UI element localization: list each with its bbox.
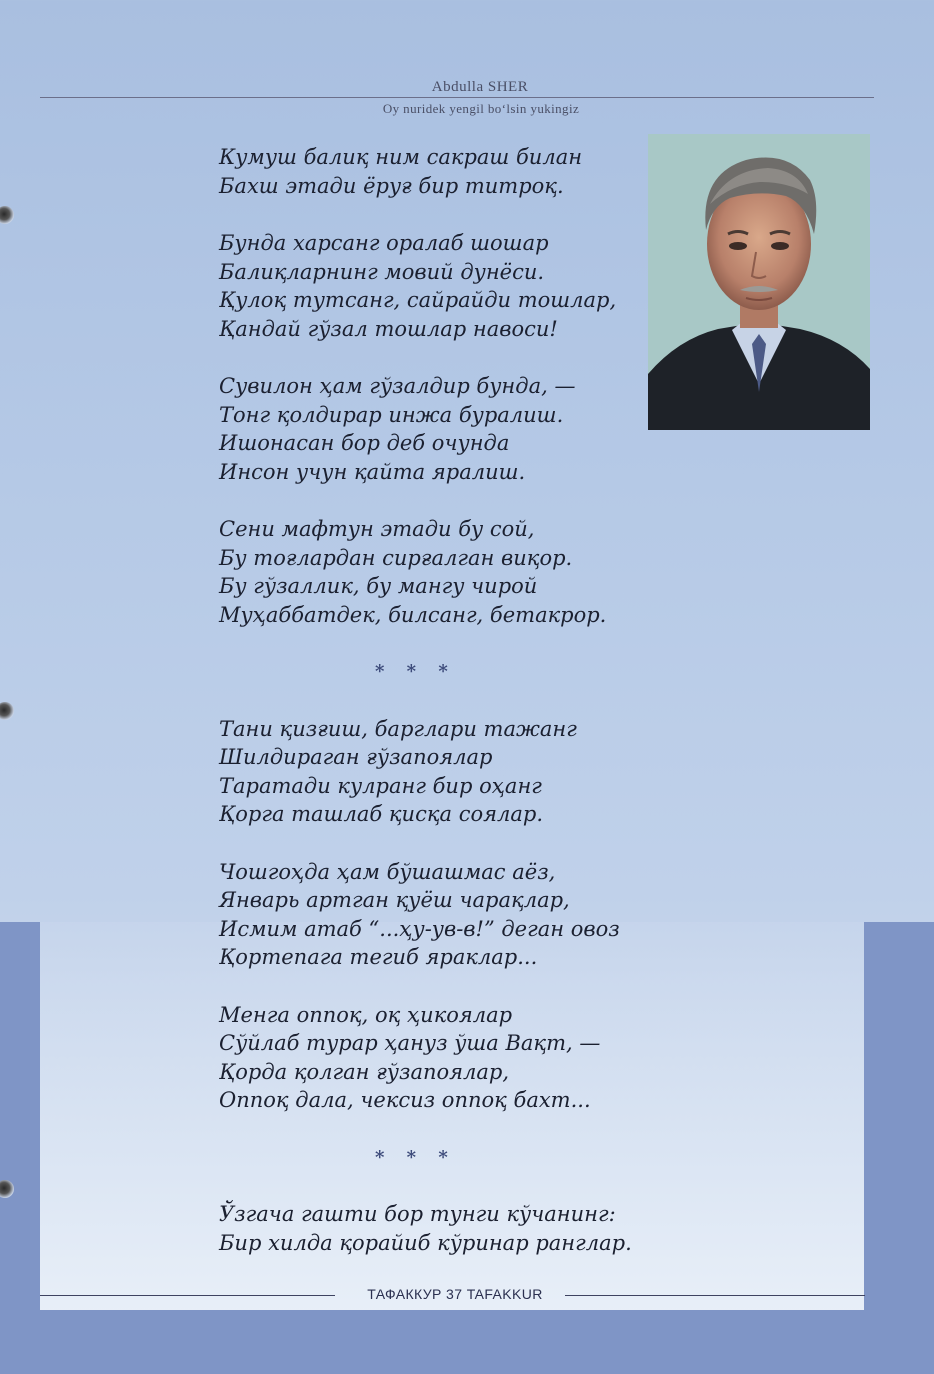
portrait-photo [648, 134, 870, 430]
poem-line: Январь артган қуёш чарақлар, [219, 888, 570, 912]
footer-rule-right [565, 1295, 865, 1296]
header-rule [40, 97, 874, 98]
poem-line: Қорда қолган ғўзапоялар, [219, 1059, 510, 1084]
stanza [219, 229, 659, 343]
running-header [0, 78, 934, 96]
stanza [219, 372, 659, 486]
poem-line: Ўзгача гашти бор тунги кўчанинг: [219, 1202, 616, 1226]
section-separator: * * * [375, 1146, 456, 1168]
poem-line: Қандай гўзал тошлар навоси! [219, 316, 558, 341]
poem-line: Бир хилда қорайиб кўринар ранглар. [219, 1230, 632, 1255]
stanza [219, 715, 659, 829]
poem-line: Бахш этади ёруғ бир титроқ. [219, 173, 564, 198]
poem-line: Ишонасан бор деб очунда [219, 431, 510, 455]
poem-line: Шилдираган ғўзапоялар [219, 745, 493, 769]
poem-line: Оппоқ дала, чексиз оппоқ бахт... [219, 1088, 591, 1112]
stanza [219, 143, 659, 200]
decorative-band-left [0, 922, 40, 1374]
binder-hole-icon [0, 702, 14, 720]
poem-line: Қортепага тегиб яраклар... [219, 945, 538, 969]
poem-line: Сувилон ҳам гўзалдир бунда, — [219, 374, 576, 398]
poem-line: Таратади кулранг бир оҳанг [219, 773, 542, 798]
poem-line: Сени мафтун этади бу сой, [219, 517, 535, 541]
poem-line: Менга оппоқ, оқ ҳикоялар [219, 1002, 513, 1027]
poem-text [219, 143, 659, 1286]
poem-line: Бу гўзаллик, бу мангу чирой [219, 574, 538, 598]
poem-line: Балиқларнинг мовий дунёси. [219, 259, 545, 284]
poem-line: Сўйлаб турар ҳануз ўша Вақт, — [219, 1031, 601, 1055]
poem-line: Чошгоҳда ҳам бўшашмас аёз, [219, 859, 556, 884]
poem-line: Исмим атаб “...ҳу-ув-в!” деган овоз [219, 916, 620, 941]
poem-line: Қулоқ тутсанг, сайрайди тошлар, [219, 288, 617, 312]
stanza [219, 515, 659, 629]
page-footer [40, 1284, 864, 1306]
collection-title: Oy nuridek yengil bo‘lsin yukingiz [382, 101, 580, 116]
stanza [219, 1200, 659, 1257]
poem-line: Инсон учун қайта яралиш. [219, 459, 526, 484]
section-separator: * * * [375, 661, 456, 682]
poem-line: Қорга ташлаб қисқа соялар. [219, 802, 544, 826]
binder-hole-icon [0, 206, 14, 224]
portrait-icon [648, 134, 870, 430]
poem-line: Муҳаббатдек, билсанг, бетакрор. [219, 602, 607, 627]
footer-rule-left [40, 1295, 335, 1296]
author-name: Abdulla SHER [431, 79, 529, 95]
footer-label: ТАФАККУР 37 TAFAKKUR [367, 1286, 543, 1302]
poem-line: Бунда харсанг оралаб шошар [219, 231, 549, 255]
decorative-band-right [864, 922, 934, 1374]
poem-line: Тонг қолдирар инжа буралиш. [219, 402, 564, 427]
stanza [219, 858, 659, 972]
decorative-band-bottom [0, 1310, 934, 1374]
poem-line: Бу тоғлардан сирғалган виқор. [219, 545, 573, 570]
poem-line: Кумуш балиқ ним сакраш билан [219, 145, 583, 169]
poem-line: Тани қизғиш, барглари тажанг [219, 716, 577, 741]
stanza [219, 1001, 659, 1115]
